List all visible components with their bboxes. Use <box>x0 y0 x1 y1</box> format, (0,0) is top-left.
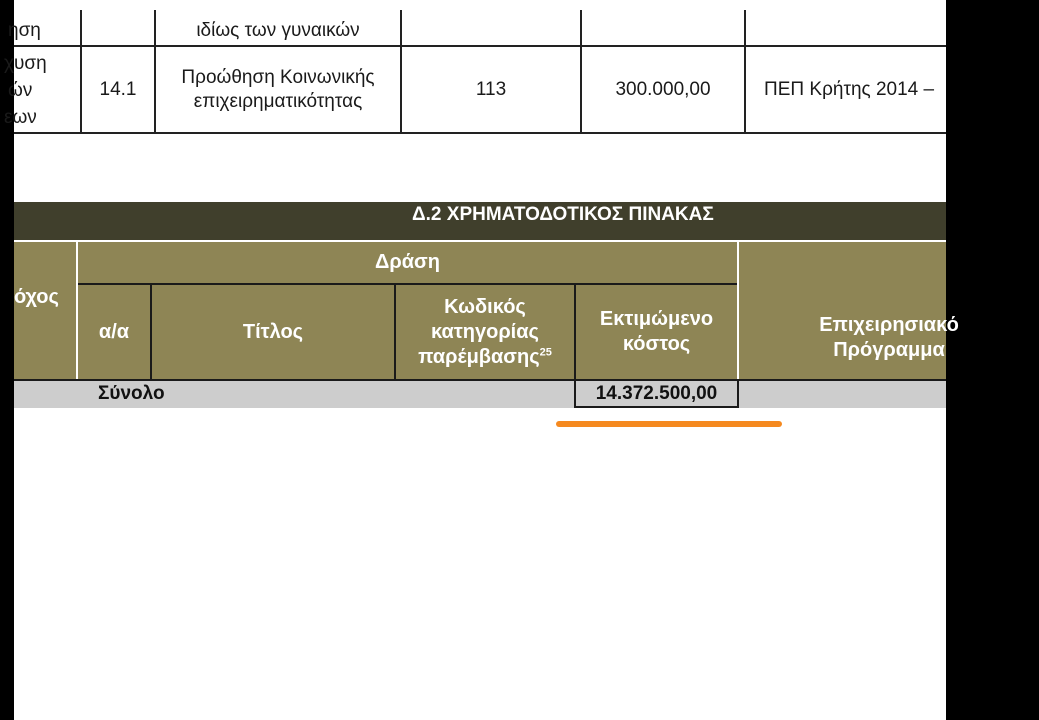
total-divider <box>737 381 739 408</box>
table-cell <box>156 18 400 44</box>
cell-text: επιχειρηματικότητας <box>193 90 363 112</box>
cell-text: ηση <box>8 20 41 41</box>
table-cell-title <box>156 47 400 132</box>
header-col-program <box>739 242 1039 379</box>
table-cell-code <box>402 47 580 132</box>
header-text: Εκτιμώμενο <box>599 308 714 330</box>
header-col-aa <box>78 285 150 379</box>
section-title: Δ.2 ΧΡΗΜΑΤΟΔΟΤΙΚΟΣ ΠΙΝΑΚΑΣ <box>412 204 714 225</box>
cell-text: ιδίως των γυναικών <box>196 20 360 41</box>
header-col-code <box>396 285 574 379</box>
header-text: Κωδικός <box>444 295 526 318</box>
total-divider <box>574 406 739 408</box>
table-cell-cost <box>582 47 744 132</box>
cell-text: 300.000,00 <box>615 78 711 100</box>
header-text: παρέμβασης <box>418 345 540 368</box>
header-text: α/α <box>98 320 130 343</box>
footnote-marker: 25 <box>539 345 552 358</box>
header-text: κόστος <box>622 333 691 355</box>
header-text: Πρόγραμμα <box>833 338 945 361</box>
header-text: Δράση <box>375 251 440 273</box>
header-text: Τίτλος <box>242 320 304 343</box>
total-value: 14.372.500,00 <box>595 383 718 404</box>
cell-text: εων <box>4 106 37 128</box>
table-cell-program <box>746 47 966 132</box>
cell-text: ών <box>8 79 33 101</box>
header-text: κατηγορίας <box>431 320 539 343</box>
header-left-column <box>14 242 74 352</box>
header-col-title <box>152 285 394 379</box>
header-text: όχος <box>14 285 59 308</box>
header-text-with-footnote <box>418 345 552 370</box>
cell-text: χυση <box>4 52 47 74</box>
cell-text: Προώθηση Κοινωνικής <box>181 66 375 88</box>
header-group-action <box>78 242 737 283</box>
table-cell <box>4 48 74 132</box>
cell-text: 113 <box>475 78 507 100</box>
document-page <box>4 0 959 720</box>
cell-text: ΠΕΠ Κρήτης 2014 – <box>764 78 935 100</box>
table-cell <box>8 18 70 44</box>
header-text: Επιχειρησιακό <box>819 313 959 336</box>
highlight-underline <box>556 421 782 427</box>
table-border <box>14 132 946 134</box>
total-label: Σύνολο <box>98 383 165 404</box>
table-cell-aa <box>82 47 154 132</box>
cell-text: 14.1 <box>99 78 137 100</box>
header-col-cost <box>576 285 737 379</box>
